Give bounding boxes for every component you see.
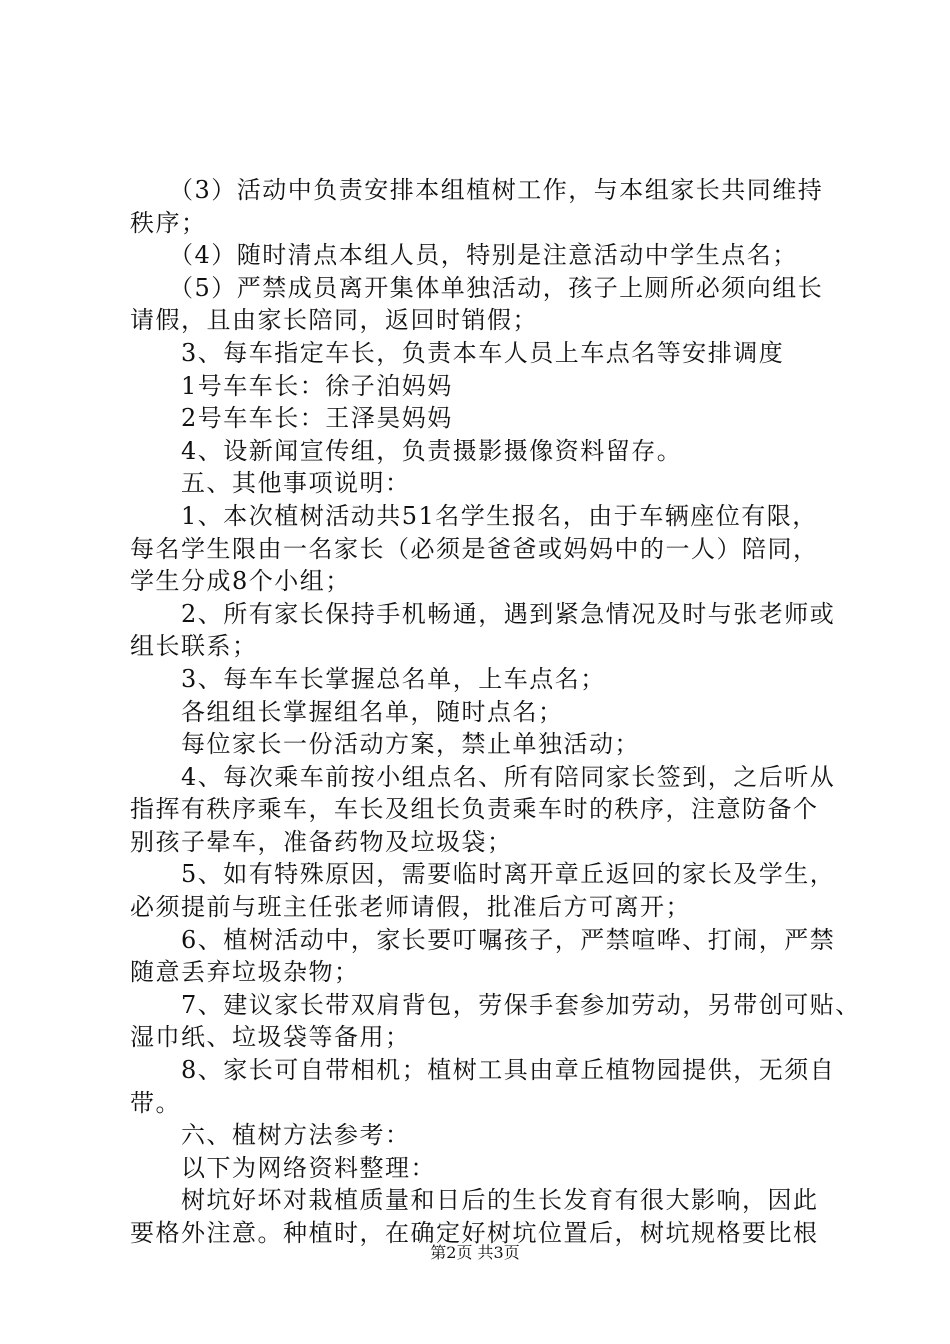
text-line: 请假，且由家长陪同，返回时销假； xyxy=(130,306,538,335)
text-line: （4）随时清点本组人员，特别是注意活动中学生点名； xyxy=(130,241,798,270)
text-line: 2号车车长：王泽昊妈妈 xyxy=(130,404,453,433)
text-line: 3、每车车长掌握总名单，上车点名； xyxy=(130,664,606,693)
text-line: 必须提前与班主任张老师请假，批准后方可离开； xyxy=(130,893,691,922)
text-line: 4、设新闻宣传组，负责摄影摄像资料留存。 xyxy=(130,436,683,465)
text-line: 4、每次乘车前按小组点名、所有陪同家长签到，之后听从 xyxy=(130,762,836,791)
text-line: 组长联系； xyxy=(130,632,258,661)
text-line: 5、如有特殊原因，需要临时离开章丘返回的家长及学生， xyxy=(130,860,836,889)
section-heading: 六、植树方法参考： xyxy=(130,1121,411,1150)
text-line: 学生分成8个小组； xyxy=(130,567,351,596)
text-line: 秩序； xyxy=(130,208,207,237)
text-line: 8、家长可自带相机；植树工具由章丘植物园提供，无须自 xyxy=(130,1056,836,1085)
text-line: 1号车车长：徐子泊妈妈 xyxy=(130,371,453,400)
text-line: 2、所有家长保持手机畅通，遇到紧急情况及时与张老师或 xyxy=(130,599,836,628)
text-line: 树坑好坏对栽植质量和日后的生长发育有很大影响，因此 xyxy=(130,1186,819,1215)
text-line: 7、建议家长带双肩背包，劳保手套参加劳动，另带创可贴、 xyxy=(130,990,861,1019)
text-line: 随意丢弃垃圾杂物； xyxy=(130,958,360,987)
text-line: 指挥有秩序乘车，车长及组长负责乘车时的秩序，注意防备个 xyxy=(130,795,819,824)
text-line: （3）活动中负责安排本组植树工作，与本组家长共同维持 xyxy=(130,176,824,204)
text-line: 1、本次植树活动共51名学生报名，由于车辆座位有限， xyxy=(130,501,818,530)
page-number-footer: 第2页 共3页 xyxy=(430,1243,520,1262)
text-line: （5）严禁成员离开集体单独活动，孩子上厕所必须向组长 xyxy=(130,273,824,302)
text-line: 6、植树活动中，家长要叮嘱孩子，严禁喧哗、打闹，严禁 xyxy=(130,925,836,954)
text-line: 湿巾纸、垃圾袋等备用； xyxy=(130,1023,411,1052)
document-body xyxy=(130,174,861,1250)
text-line: 每名学生限由一名家长（必须是爸爸或妈妈中的一人）陪同， xyxy=(130,534,819,563)
text-line: 带。 xyxy=(130,1088,181,1117)
text-line: 各组组长掌握组名单，随时点名； xyxy=(130,697,564,726)
text-line: 3、每车指定车长，负责本车人员上车点名等安排调度 xyxy=(130,338,785,367)
text-line: 每位家长一份活动方案，禁止单独活动； xyxy=(130,730,640,759)
text-line: 要格外注意。种植时，在确定好树坑位置后，树坑规格要比根 xyxy=(130,1219,819,1247)
text-line: 以下为网络资料整理： xyxy=(130,1153,436,1182)
section-heading: 五、其他事项说明： xyxy=(130,469,411,498)
text-line: 别孩子晕车，准备药物及垃圾袋； xyxy=(130,827,513,856)
